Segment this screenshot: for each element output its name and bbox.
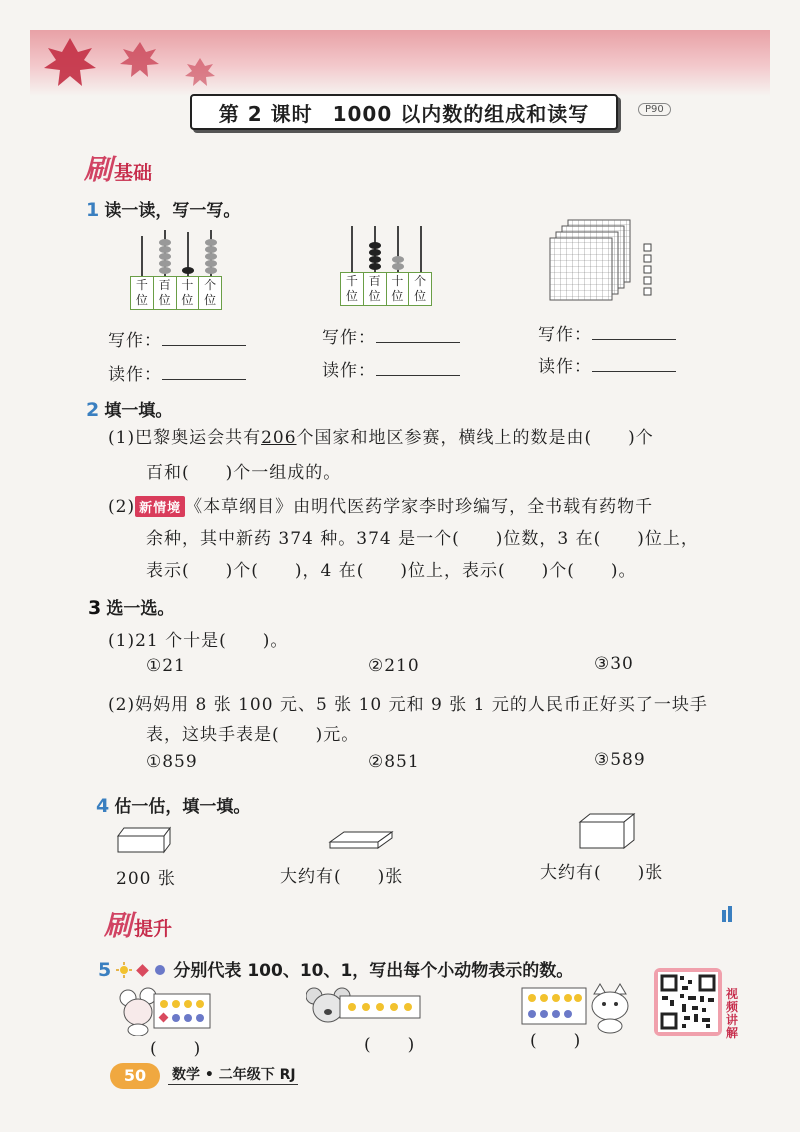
answer-blank[interactable]: [162, 345, 246, 346]
place-ones: 个 位: [204, 278, 217, 307]
mouse-with-board: [112, 986, 212, 1036]
q2-part2-line1: (2) 新情境 《本草纲目》由明代医药学家李时珍编写，全书载有药物千: [108, 497, 654, 517]
question-2-number: 2: [86, 399, 100, 421]
paper-stack-tall: [576, 812, 638, 852]
question-4-number: 4: [96, 795, 110, 817]
paper-stack-thin: [326, 828, 396, 852]
question-1-number: 1: [86, 199, 100, 221]
q3-part2-line2: 表，这块手表是( )元。: [146, 725, 360, 745]
footer-rule: [168, 1084, 298, 1085]
underlined-number: 206: [261, 428, 297, 448]
q3-part1-option-1[interactable]: ①21: [146, 656, 186, 676]
new-context-badge: 新情境: [135, 496, 185, 517]
lesson-topic: 1000 以内数的组成和读写: [332, 101, 590, 126]
q3-part2-option-1[interactable]: ①859: [146, 752, 198, 772]
place-tens: 十 位: [177, 277, 200, 309]
q2-part1-line1: (1)巴黎奥运会共有206个国家和地区参赛，横线上的数是由( )个: [108, 428, 654, 448]
question-5-title: 分别代表 100、10、1，写出每个小动物表示的数。: [173, 961, 574, 981]
place-thousands: 千 位: [131, 277, 154, 309]
place-tens: 十 位: [387, 273, 410, 305]
q1-item1-write: 写作：: [108, 326, 246, 351]
question-5-heading: [98, 956, 573, 981]
video-explanation-label[interactable]: 视频讲解: [726, 987, 739, 1040]
brush-icon: 刷: [104, 909, 133, 942]
section-basic-label: 基础: [114, 162, 153, 184]
q4-estimate-1: 大约有( )张: [280, 867, 404, 887]
q3-part1-option-2[interactable]: ②210: [368, 656, 420, 676]
qr-code-icon[interactable]: [654, 968, 722, 1036]
section-improve-heading: [104, 904, 172, 944]
section-improve-label: 提升: [134, 918, 173, 940]
base-ten-blocks: [548, 218, 668, 308]
q3-part2-option-3[interactable]: ③589: [594, 750, 646, 770]
answer-blank[interactable]: [162, 379, 246, 380]
abacus-2: [340, 226, 432, 306]
maple-leaves-decoration: [30, 28, 230, 98]
question-3-heading: [88, 594, 174, 619]
q2-part1-line2: 百和( )个一组成的。: [146, 463, 342, 483]
koala-with-board: [306, 984, 426, 1034]
question-3-title: 选一选。: [106, 599, 175, 619]
question-1-title: 读一读，写一写。: [104, 201, 241, 221]
bar-mark: [728, 906, 732, 922]
abacus-1: [130, 230, 222, 310]
answer-blank[interactable]: [376, 375, 460, 376]
q3-part1: (1)21 个十是( )。: [108, 631, 289, 651]
q4-label-200: 200 张: [116, 869, 176, 889]
page-number: 50: [110, 1063, 160, 1089]
q2-part2-line3: 表示( )个( )，4 在( )位上，表示( )个( )。: [146, 561, 637, 581]
question-1-heading: [86, 196, 240, 221]
question-4-title: 估一估，填一填。: [114, 797, 251, 817]
place-thousands: 千 位: [341, 273, 364, 305]
q5-answer-2[interactable]: ( ): [364, 1035, 416, 1055]
question-5-number: 5: [98, 959, 112, 981]
question-2-title: 填一填。: [104, 401, 173, 421]
q3-part2-option-2[interactable]: ②851: [368, 752, 420, 772]
textbook-page-reference: P90: [638, 103, 671, 116]
question-4-heading: [96, 792, 250, 817]
q5-answer-3[interactable]: ( ): [530, 1031, 582, 1051]
section-basic-heading: [84, 148, 152, 188]
paper-stack-small: [112, 826, 172, 856]
q1-item2-write: 写作：: [322, 323, 460, 348]
bar-mark: [722, 910, 726, 922]
q4-estimate-2: 大约有( )张: [540, 863, 664, 883]
place-ones: 个 位: [414, 274, 427, 303]
answer-blank[interactable]: [592, 371, 676, 372]
footer-book-info: 数学 • 二年级下 RJ: [172, 1067, 296, 1083]
q1-item1-read: 读作：: [108, 360, 246, 385]
q3-part2-line1: (2)妈妈用 8 张 100 元、5 张 10 元和 9 张 1 元的人民币正好买了一块手: [108, 695, 708, 715]
lesson-title: [190, 94, 618, 130]
question-2-heading: [86, 396, 172, 421]
q1-item2-read: 读作：: [322, 356, 460, 381]
q1-item3-read: 读作：: [538, 352, 676, 377]
lesson-number: 第 2 课时: [218, 101, 313, 126]
symbol-legend-icons: [116, 962, 168, 978]
q3-part1-option-3[interactable]: ③30: [594, 654, 634, 674]
q2-part2-line2: 余种，其中新药 374 种。374 是一个( )位数，3 在( )位上，: [146, 529, 699, 549]
q1-item3-write: 写作：: [538, 320, 676, 345]
answer-blank[interactable]: [376, 342, 460, 343]
question-3-number: 3: [88, 597, 102, 619]
place-hundreds: 百 位: [154, 277, 177, 309]
brush-icon: 刷: [84, 153, 113, 186]
q5-answer-1[interactable]: ( ): [150, 1039, 202, 1059]
place-hundreds: 百 位: [364, 273, 387, 305]
answer-blank[interactable]: [592, 339, 676, 340]
